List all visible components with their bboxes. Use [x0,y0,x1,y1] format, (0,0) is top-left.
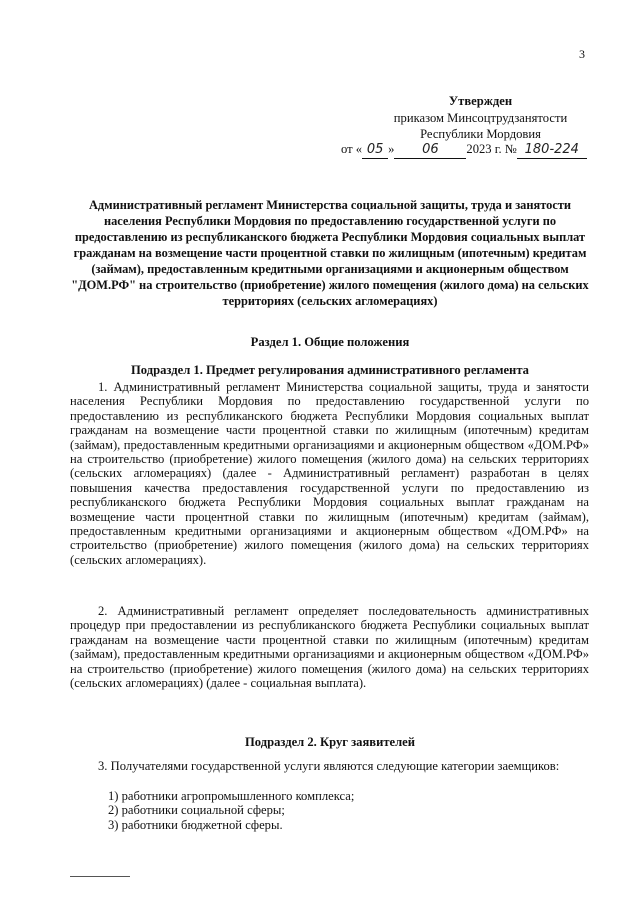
applicant-list [70,789,589,832]
date-month: 06 [394,142,466,159]
approval-date-line [341,141,587,159]
paragraph-1: 1. Административный регламент Министерства социальной защиты, труда и занятости населения Республики Мордовия по предоставлению государственной услуги по предоставлению из республиканского бюджета Республики Мордовия социальных выплат гражданам на возмещение части процентной ставки по жилищным (ипотечным) кредитам (займам), предоставленным кредитными организациями и акционерным обществом «ДОМ.РФ» на строительство (приобретение) жилого помещения (жилого дома) на сельских территориях (сельских агломерациях) (далее - Административный регламент) разработан в целях повышения качества предоставления государственной услуги по предоставлению из республиканского бюджета Республики Мордовия социальных выплат гражданам на возмещение части процентной ставки по жилищным (ипотечным) кредитам (займам), предоставленным кредитными организациями и акционерным обществом «ДОМ.РФ» на строительство (приобретение) жилого помещения (жилого дома) на сельских территориях (сельских агломерациях). [70,380,589,567]
approval-title: Утвержден [448,94,513,108]
approval-line-2: Республики Мордовия [420,127,541,141]
date-day: 05 [362,142,388,159]
approval-line-1: приказом Минсоцтрудзанятости [393,110,568,125]
list-item: 2) работники социальной сферы; [108,803,285,818]
date-mid: » [388,142,395,156]
subsection-heading-1: Подраздел 1. Предмет регулирования административного регламента [131,363,529,377]
paragraph-3: 3. Получателями государственной услуги являются следующие категории заемщиков: [98,759,560,773]
footnote-separator [70,876,130,877]
document-title: Административный регламент Министерства социальной защиты, труда и занятости населения Республики Мордовия по предоставлению государственной услуги по предоставлению из республиканского бюджета Республики Мордовия социальных выплат гражданам на возмещение части процентной ставки по жилищным (ипотечным) кредитам (займам), предоставленным кредитными организациями и акционерным обществом "ДОМ.РФ" на строительство (приобретение) жилого помещения (жилого дома) на сельских территориях (сельских агломерациях) [71,198,589,308]
paragraph-2: 2. Административный регламент определяет последовательность административных процедур при предоставлении из республиканского бюджета Республики социальных выплат гражданам на возмещение части процентной ставки по жилищным (ипотечным) кредитам (займам), предоставленным кредитными организациями и акционерным обществом «ДОМ.РФ» на строительство (приобретение) жилого помещения (жилого дома) на сельских территориях (сельских агломерациях) (далее - социальная выплата). [70,604,589,691]
page-number: 3 [579,47,585,61]
approval-block [338,93,623,143]
list-item: 1) работники агропромышленного комплекса; [108,789,355,803]
list-item: 3) работники бюджетной сферы. [108,817,283,832]
section-heading-1: Раздел 1. Общие положения [250,335,410,349]
order-number: 180-224 [517,142,587,159]
subsection-heading-2: Подраздел 2. Круг заявителей [244,735,416,749]
date-year: 2023 г. № [466,142,517,156]
date-prefix: от « [341,142,363,156]
